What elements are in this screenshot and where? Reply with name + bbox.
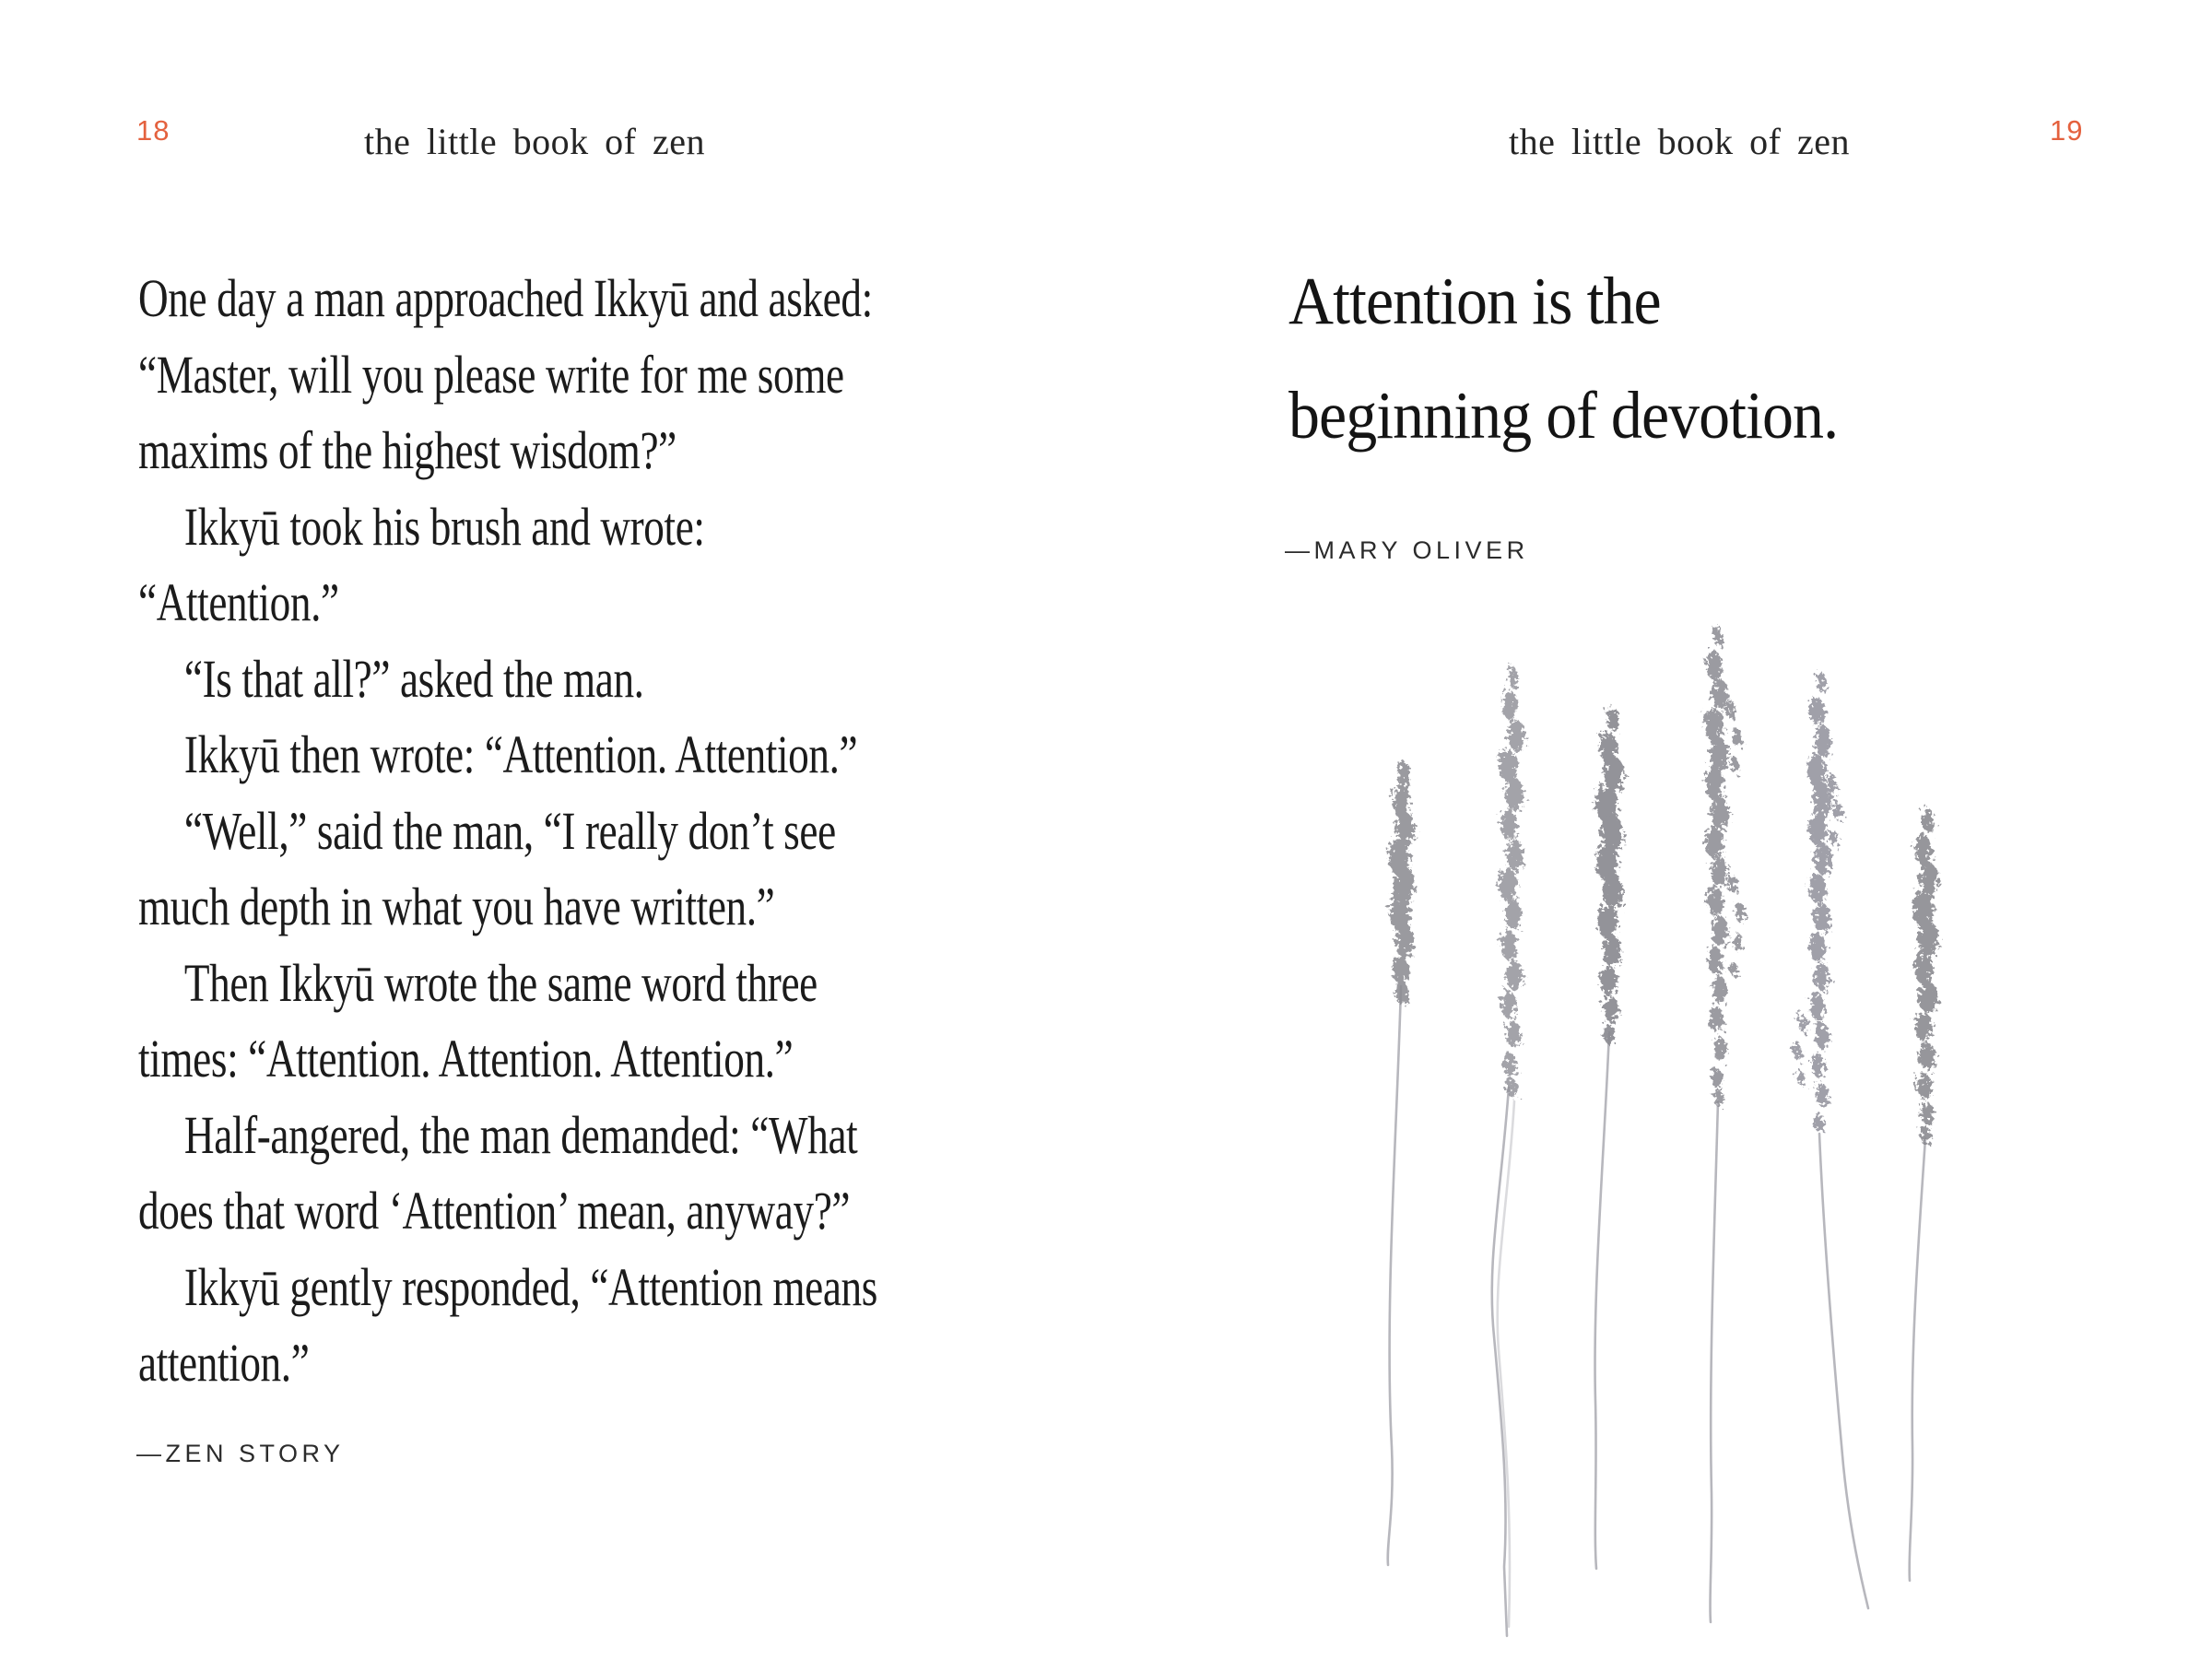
story-line: “Master, will you please write for me some: [138, 344, 844, 405]
story-line: “Attention.”: [138, 572, 339, 632]
seed-head-3: [1595, 707, 1624, 1044]
grass-stems: [1388, 986, 1925, 1636]
grass-seed-heads: [1389, 625, 1938, 1145]
story-line: much depth in what you have written.”: [138, 877, 775, 936]
story-line: Ikkyū gently responded, “Attention means: [183, 1256, 877, 1317]
grass-stem-1: [1388, 986, 1401, 1565]
story-line: attention.”: [138, 1333, 310, 1393]
story-line: Ikkyū then wrote: “Attention. Attention.”: [183, 724, 858, 784]
story-line: Then Ikkyū wrote the same word three: [183, 952, 818, 1013]
story-line: “Is that all?” asked the man.: [183, 648, 644, 709]
story-line: does that word ‘Attention’ mean, anyway?”: [138, 1181, 851, 1241]
running-head-right: the little book of zen: [1508, 121, 1850, 162]
grass-stalks-illustration: [1318, 590, 2018, 1659]
seed-head-2: [1499, 666, 1524, 1097]
quote-line: Attention is the: [1288, 264, 1661, 338]
seed-head-5: [1793, 672, 1842, 1132]
story-line: Ikkyū took his brush and wrote:: [183, 496, 705, 557]
story-line: times: “Attention. Attention. Attention.”: [138, 1029, 794, 1088]
page-number-right: 19: [2050, 114, 2084, 147]
story-line: Half-angered, the man demanded: “What: [183, 1104, 858, 1165]
quote-attribution: —MARY OLIVER: [1285, 536, 1529, 564]
story-attribution: —ZEN STORY: [136, 1440, 345, 1467]
grass-stem-5: [1819, 1134, 1868, 1608]
grass-stem-6: [1910, 1138, 1925, 1581]
story-line: maxims of the highest wisdom?”: [138, 420, 677, 480]
seed-head-1: [1389, 761, 1415, 1005]
quote-line: beginning of devotion.: [1288, 378, 1839, 453]
grass-stem-4: [1710, 1101, 1718, 1622]
grass-stem-3: [1595, 1032, 1609, 1569]
seed-head-4: [1704, 625, 1745, 1107]
quote-text: [1288, 244, 2212, 473]
seed-head-6: [1912, 808, 1938, 1145]
running-head-left: the little book of zen: [363, 121, 705, 162]
story-line: One day a man approached Ikkyū and asked:: [138, 268, 873, 328]
page-number-left: 18: [136, 114, 171, 147]
zen-story-text: [138, 261, 950, 1402]
story-line: “Well,” said the man, “I really don’t see: [183, 800, 836, 861]
